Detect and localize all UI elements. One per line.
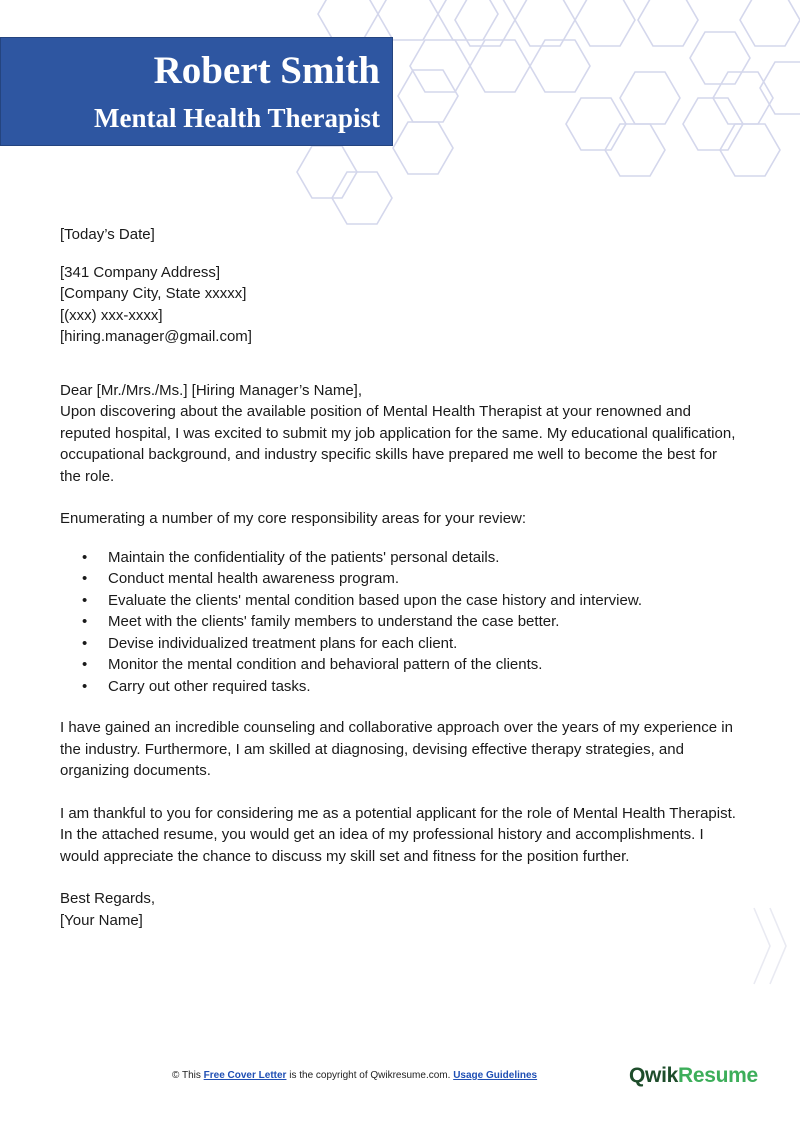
free-cover-letter-link[interactable]: Free Cover Letter (203, 1070, 287, 1081)
recipient-address (60, 262, 740, 348)
address-line: [(xxx) xxx-xxxx] (60, 306, 163, 324)
candidate-name: Robert Smith (153, 49, 380, 92)
logo-text-resume: Resume (677, 1064, 758, 1087)
list-intro: Enumerating a number of my core responsibility areas for your review: (60, 510, 527, 527)
copyright-prefix: © This (172, 1070, 204, 1081)
list-item: • Meet with the clients' family members to understand the case better. (108, 611, 740, 633)
experience-paragraph: I have gained an incredible counseling and collaborative approach over the years of my experience in the industry. Furthermore, I am skilled at diagnosing, devising effective therapy strategies, and organizing documents. (60, 719, 733, 779)
usage-guidelines-link[interactable]: Usage Guidelines (453, 1070, 538, 1081)
intro-paragraph: Upon discovering about the available position of Mental Health Therapist at your renowned and reputed hospital, I was excited to submit my job application for the same. My educational qualification, occupational background, and industry specific skills have prepared me well to become the best for the role. (60, 403, 736, 485)
hexagon-edge-decoration (748, 900, 800, 990)
salutation: Dear [Mr./Mrs./Ms.] [Hiring Manager’s Name], (60, 381, 363, 399)
qwikresume-logo (629, 1064, 758, 1088)
address-line: [Company City, State xxxxx] (60, 285, 247, 302)
closing-paragraph: I am thankful to you for considering me as a potential applicant for the role of Mental Health Therapist. In the attached resume, you would get an idea of my professional history and accomplishments. I would appreciate the chance to discuss my skill set and fitness for the position further. (60, 804, 736, 865)
signature-name: [Your Name] (60, 911, 143, 929)
duties-list (60, 547, 740, 698)
letter-body (60, 224, 740, 931)
list-item: • Devise individualized treatment plans for each client. (108, 633, 740, 655)
list-item: • Carry out other required tasks. (108, 676, 740, 698)
letter-date: [Today’s Date] (60, 226, 155, 243)
list-item: • Maintain the confidentiality of the patients' personal details. (108, 547, 740, 569)
sign-off: Best Regards, (60, 890, 156, 907)
name-banner (0, 37, 393, 146)
copyright-middle: is the copyright of Qwikresume.com. (286, 1070, 454, 1081)
copyright-notice (172, 1070, 537, 1081)
address-line: [341 Company Address] (60, 263, 221, 281)
address-line: [hiring.manager@gmail.com] (60, 328, 252, 345)
list-item: • Evaluate the clients' mental condition based upon the case history and interview. (108, 590, 740, 612)
job-title: Mental Health Therapist (94, 103, 380, 133)
list-item: • Conduct mental health awareness program. (108, 568, 740, 590)
list-item: • Monitor the mental condition and behavioral pattern of the clients. (108, 654, 740, 676)
logo-text-qwik: Qwik (629, 1064, 678, 1087)
